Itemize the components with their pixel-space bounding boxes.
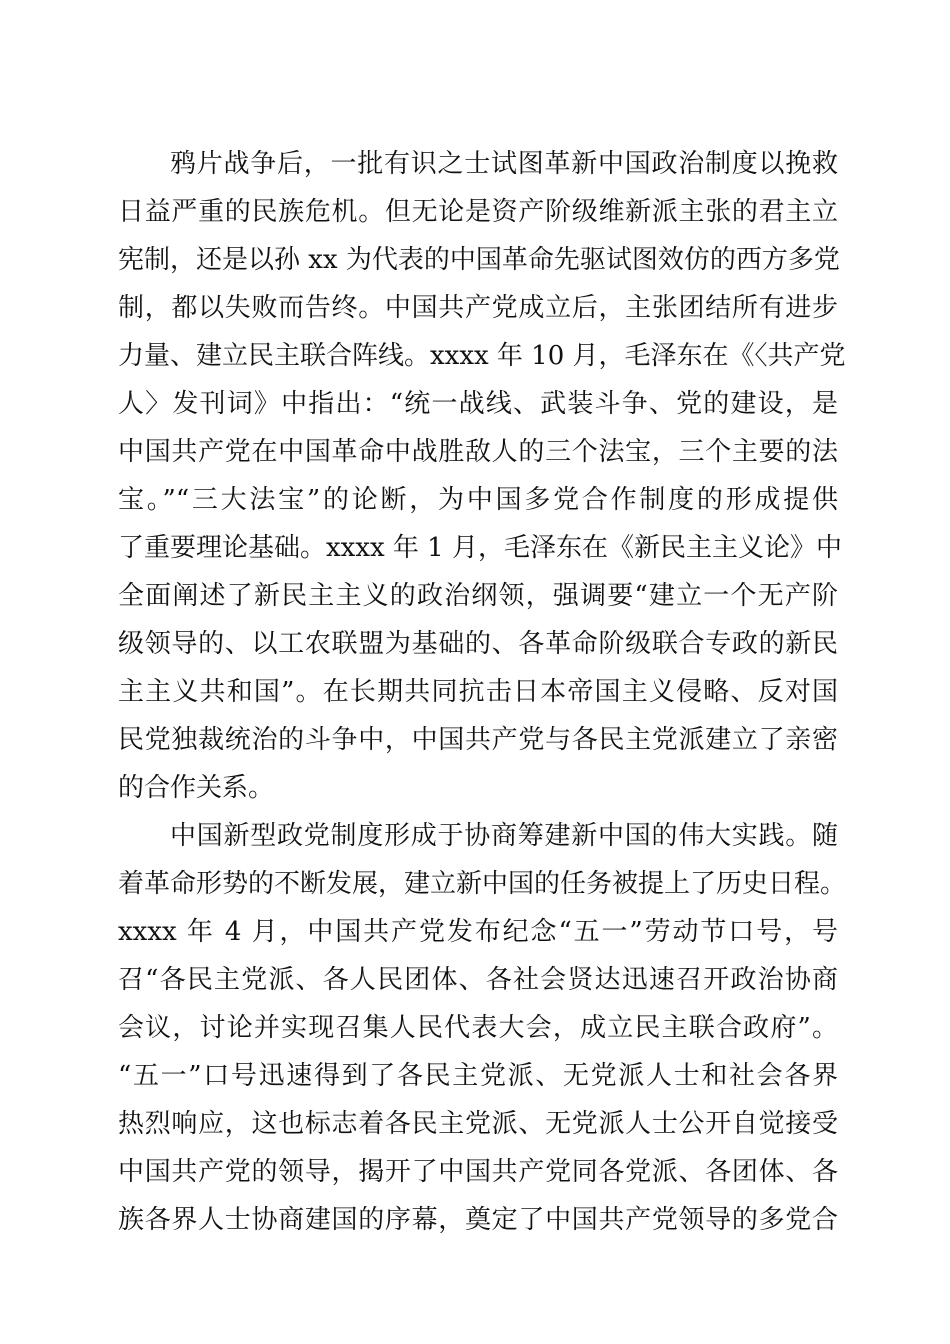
- text-line: 制，都以失败而告终。中国共产党成立后，主张团结所有进步: [118, 293, 838, 323]
- text-line: 宝。”“三大法宝”的论断，为中国多党合作制度的形成提供: [118, 485, 838, 515]
- text-line: xxxx 年 4 月，中国共产党发布纪念“五一”劳动节口号，号: [118, 917, 838, 947]
- paragraph-1: [118, 140, 846, 812]
- text-line: 力量、建立民主联合阵线。xxxx 年 10 月，毛泽东在《〈共产党: [118, 341, 846, 371]
- text-line: 会议，讨论并实现召集人民代表大会，成立民主联合政府”。: [118, 1013, 838, 1043]
- paragraph-2: [118, 812, 847, 1244]
- text-line: 中国共产党在中国革命中战胜敌人的三个法宝，三个主要的法: [118, 437, 838, 467]
- text-line: 日益严重的民族危机。但无论是资产阶级维新派主张的君主立: [118, 197, 838, 227]
- text-line: 全面阐述了新民主主义的政治纲领，强调要“建立一个无产阶: [118, 581, 838, 611]
- text-line: 族各界人士协商建国的序幕，奠定了中国共产党领导的多党合: [118, 1205, 838, 1235]
- text-line: 的合作关系。: [118, 773, 275, 803]
- text-line: 宪制，还是以孙 xx 为代表的中国革命先驱试图效仿的西方多党: [118, 245, 840, 275]
- text-line: 召“各民主党派、各人民团体、各社会贤达迅速召开政治协商: [118, 965, 838, 995]
- body-text: [118, 140, 847, 1244]
- text-line: 中国新型政党制度形成于协商筹建新中国的伟大实践。随: [170, 821, 838, 851]
- text-line: 热烈响应，这也标志着各民主党派、无党派人士公开自觉接受: [118, 1109, 838, 1139]
- text-line: 级领导的、以工农联盟为基础的、各革命阶级联合专政的新民: [118, 629, 838, 659]
- text-line: 着革命形势的不断发展，建立新中国的任务被提上了历史日程。: [118, 869, 847, 899]
- text-line: 鸦片战争后，一批有识之士试图革新中国政治制度以挽救: [170, 149, 838, 179]
- text-line: 了重要理论基础。xxxx 年 1 月，毛泽东在《新民主主义论》中: [118, 533, 842, 563]
- text-line: “五一”口号迅速得到了各民主党派、无党派人士和社会各界: [118, 1061, 838, 1091]
- text-line: 主主义共和国”。在长期共同抗击日本帝国主义侵略、反对国: [118, 677, 838, 707]
- text-line: 民党独裁统治的斗争中，中国共产党与各民主党派建立了亲密: [118, 725, 838, 755]
- text-line: 中国共产党的领导，揭开了中国共产党同各党派、各团体、各: [118, 1157, 838, 1187]
- text-line: 人〉发刊词》中指出：“统一战线、武装斗争、党的建设，是: [118, 389, 838, 419]
